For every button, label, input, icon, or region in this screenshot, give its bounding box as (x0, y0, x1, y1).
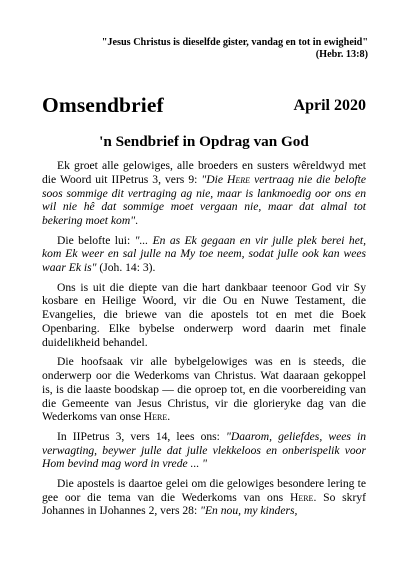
paragraph-1-end: . (135, 214, 138, 228)
paragraph-6 (42, 477, 366, 518)
paragraph-5 (42, 430, 366, 471)
title-row (42, 93, 366, 119)
paragraph-4 (42, 355, 366, 424)
paragraph-1-quote-start: "Die (201, 172, 228, 186)
paragraph-4-end: . (167, 410, 171, 424)
paragraph-1-quote-end: vertraag nie die belofte soos sommige dit vertraging ag nie, maar is lankmoedig oor ons en wil nie hê dat sommige moet vergaan nie, maar dat almal tot bekering moet kom" (42, 172, 366, 228)
paragraph-2 (42, 234, 366, 275)
paragraph-2-reference: (Joh. 14: 3). (96, 261, 156, 275)
issue-date: April 2020 (293, 97, 366, 114)
letter-body (42, 159, 366, 524)
motto-quote: "Jesus Christus is dieselfde gister, vandag en tot in ewigheid" (101, 37, 368, 48)
paragraph-4-text: Die hoofsaak vir alle bybelgelowiges was en is steeds, die onderwerp oor die Wederkoms van Christus. Wat daaraan gekoppel is, is die laaste boodskap — die oproep tot, en die voorbereiding van die Gemeente van Jesus Christus, vir die glorieryke dag van die Wederkoms van onse (42, 355, 366, 424)
paragraph-6-text: Die apostels is daartoe gelei om die gelowiges besondere lering te gee oor die tema van die Wederkoms van ons (42, 476, 366, 504)
paragraph-5-text: In IIPetrus 3, vers 14, lees ons: (57, 429, 227, 443)
page-title: Omsendbrief (42, 93, 164, 117)
paragraph-6-quote: "En nou, my kinders, (200, 504, 298, 518)
paragraph-1 (42, 159, 366, 228)
paragraph-5-quote: "Daarom, geliefdes, wees in verwagting, beywer julle dat julle vlekkeloos en onberispelik voor Hom bevind mag word in vrede ... " (42, 429, 366, 471)
paragraph-6-middle: . So skryf Johannes in IJohannes 2, vers 28: (42, 490, 366, 518)
paragraph-4-lord: Here (143, 410, 168, 424)
header-motto (28, 37, 368, 61)
paragraph-2-quote: "... En as Ek gegaan en vir julle plek berei het, kom Ek weer en sal julle na My toe neem, sodat julle ook kan wees waar Ek is" (42, 233, 366, 275)
paragraph-1-lord: Here (227, 172, 251, 186)
letter-subtitle: 'n Sendbrief in Opdrag van God (99, 133, 309, 150)
paragraph-2-text: Die belofte lui: (57, 233, 135, 247)
motto-reference: (Hebr. 13:8) (315, 49, 368, 60)
paragraph-6-lord: Here (289, 490, 314, 504)
paragraph-1-text: Ek groet alle gelowiges, alle broeders en susters wêreldwyd met die Woord uit IIPetrus 3, vers 9: (42, 159, 366, 186)
paragraph-3: Ons is uit die diepte van die hart dankbaar teenoor God vir Sy kosbare en Heilige Woord, vir die Ou en Nuwe Testament, die Evangelies, die briewe van die apostels tot en met die Boek Openbaring. Elke bybelse onderwerp word daarin met finale duidelikheid behandel. (42, 280, 366, 349)
